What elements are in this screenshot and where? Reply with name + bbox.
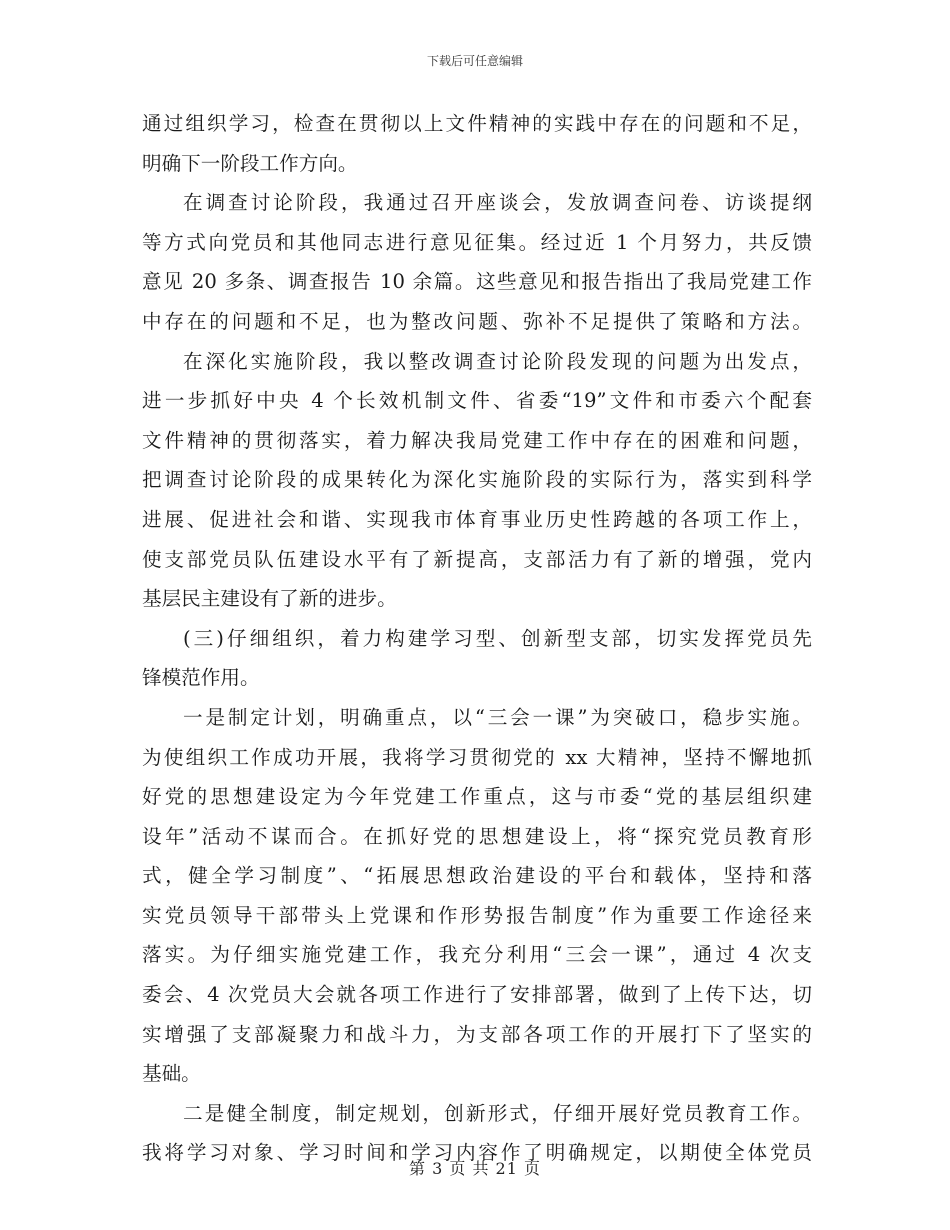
text-line: 通过组织学习，检查在贯彻以上文件精神的实践中存在的问题和不足， xyxy=(142,112,812,135)
text-line: 文件精神的贯彻落实，着力解决我局党建工作中存在的困难和问题， xyxy=(142,428,812,452)
text-line: 中存在的问题和不足，也为整改问题、弥补不足提供了策略和方法。 xyxy=(142,309,812,333)
text-line: 锋模范作用。 xyxy=(142,666,260,690)
text-line: 把调查讨论阶段的成果转化为深化实施阶段的实际行为，落实到科学 xyxy=(142,468,812,492)
page-header-note: 下载后可任意编辑 xyxy=(426,54,523,68)
document-body xyxy=(142,104,812,1173)
text-line: 使支部党员队伍建设水平有了新提高，支部活力有了新的增强，党内 xyxy=(142,547,812,571)
text-line: 在深化实施阶段，我以整改调查讨论阶段发现的问题为出发点， xyxy=(183,349,812,373)
text-line: 为使组织工作成功开展，我将学习贯彻党的 xx 大精神，坚持不懈地抓 xyxy=(142,745,812,769)
page-number-footer: 第 3 页 共 21 页 xyxy=(409,1159,541,1178)
text-line: 委会、4 次党员大会就各项工作进行了安排部署，做到了上传下达，切 xyxy=(142,983,812,1007)
text-line: 实党员领导干部带头上党课和作形势报告制度”作为重要工作途径来 xyxy=(142,903,812,927)
text-line: 进展、促进社会和谐、实现我市体育事业历史性跨越的各项工作上， xyxy=(142,507,812,531)
text-line: 明确下一阶段工作方向。 xyxy=(142,151,358,175)
text-line: 基础。 xyxy=(142,1062,201,1086)
text-line: 设年”活动不谋而合。在抓好党的思想建设上，将“探究党员教育形 xyxy=(142,824,812,848)
text-line: 意见 20 多条、调查报告 10 余篇。这些意见和报告指出了我局党建工作 xyxy=(142,270,812,294)
text-line: 基层民主建设有了新的进步。 xyxy=(142,587,397,611)
text-line: 实增强了支部凝聚力和战斗力，为支部各项工作的开展打下了坚实的 xyxy=(142,1022,812,1046)
text-line: 等方式向党员和其他同志进行意见征集。经过近 1 个月努力，共反馈 xyxy=(142,230,812,254)
text-line: 好党的思想建设定为今年党建工作重点，这与市委“党的基层组织建 xyxy=(142,785,812,809)
text-line: (三)仔细组织，着力构建学习型、创新型支部，切实发挥党员先 xyxy=(183,626,812,650)
text-line: 二是健全制度，制定规划，创新形式，仔细开展好党员教育工作。 xyxy=(183,1101,812,1125)
text-line: 我将学习对象、学习时间和学习内容作了明确规定，以期使全体党员 xyxy=(142,1141,812,1165)
text-line: 式，健全学习制度”、“拓展思想政治建设的平台和载体，坚持和落 xyxy=(142,864,812,888)
text-line: 进一步抓好中央 4 个长效机制文件、省委“19”文件和市委六个配套 xyxy=(142,389,812,413)
text-line: 一是制定计划，明确重点，以“三会一课”为突破口，稳步实施。 xyxy=(183,705,812,729)
text-line: 在调查讨论阶段，我通过召开座谈会，发放调查问卷、访谈提纲 xyxy=(183,191,812,215)
text-line: 落实。为仔细实施党建工作，我充分利用“三会一课”，通过 4 次支 xyxy=(142,943,812,967)
